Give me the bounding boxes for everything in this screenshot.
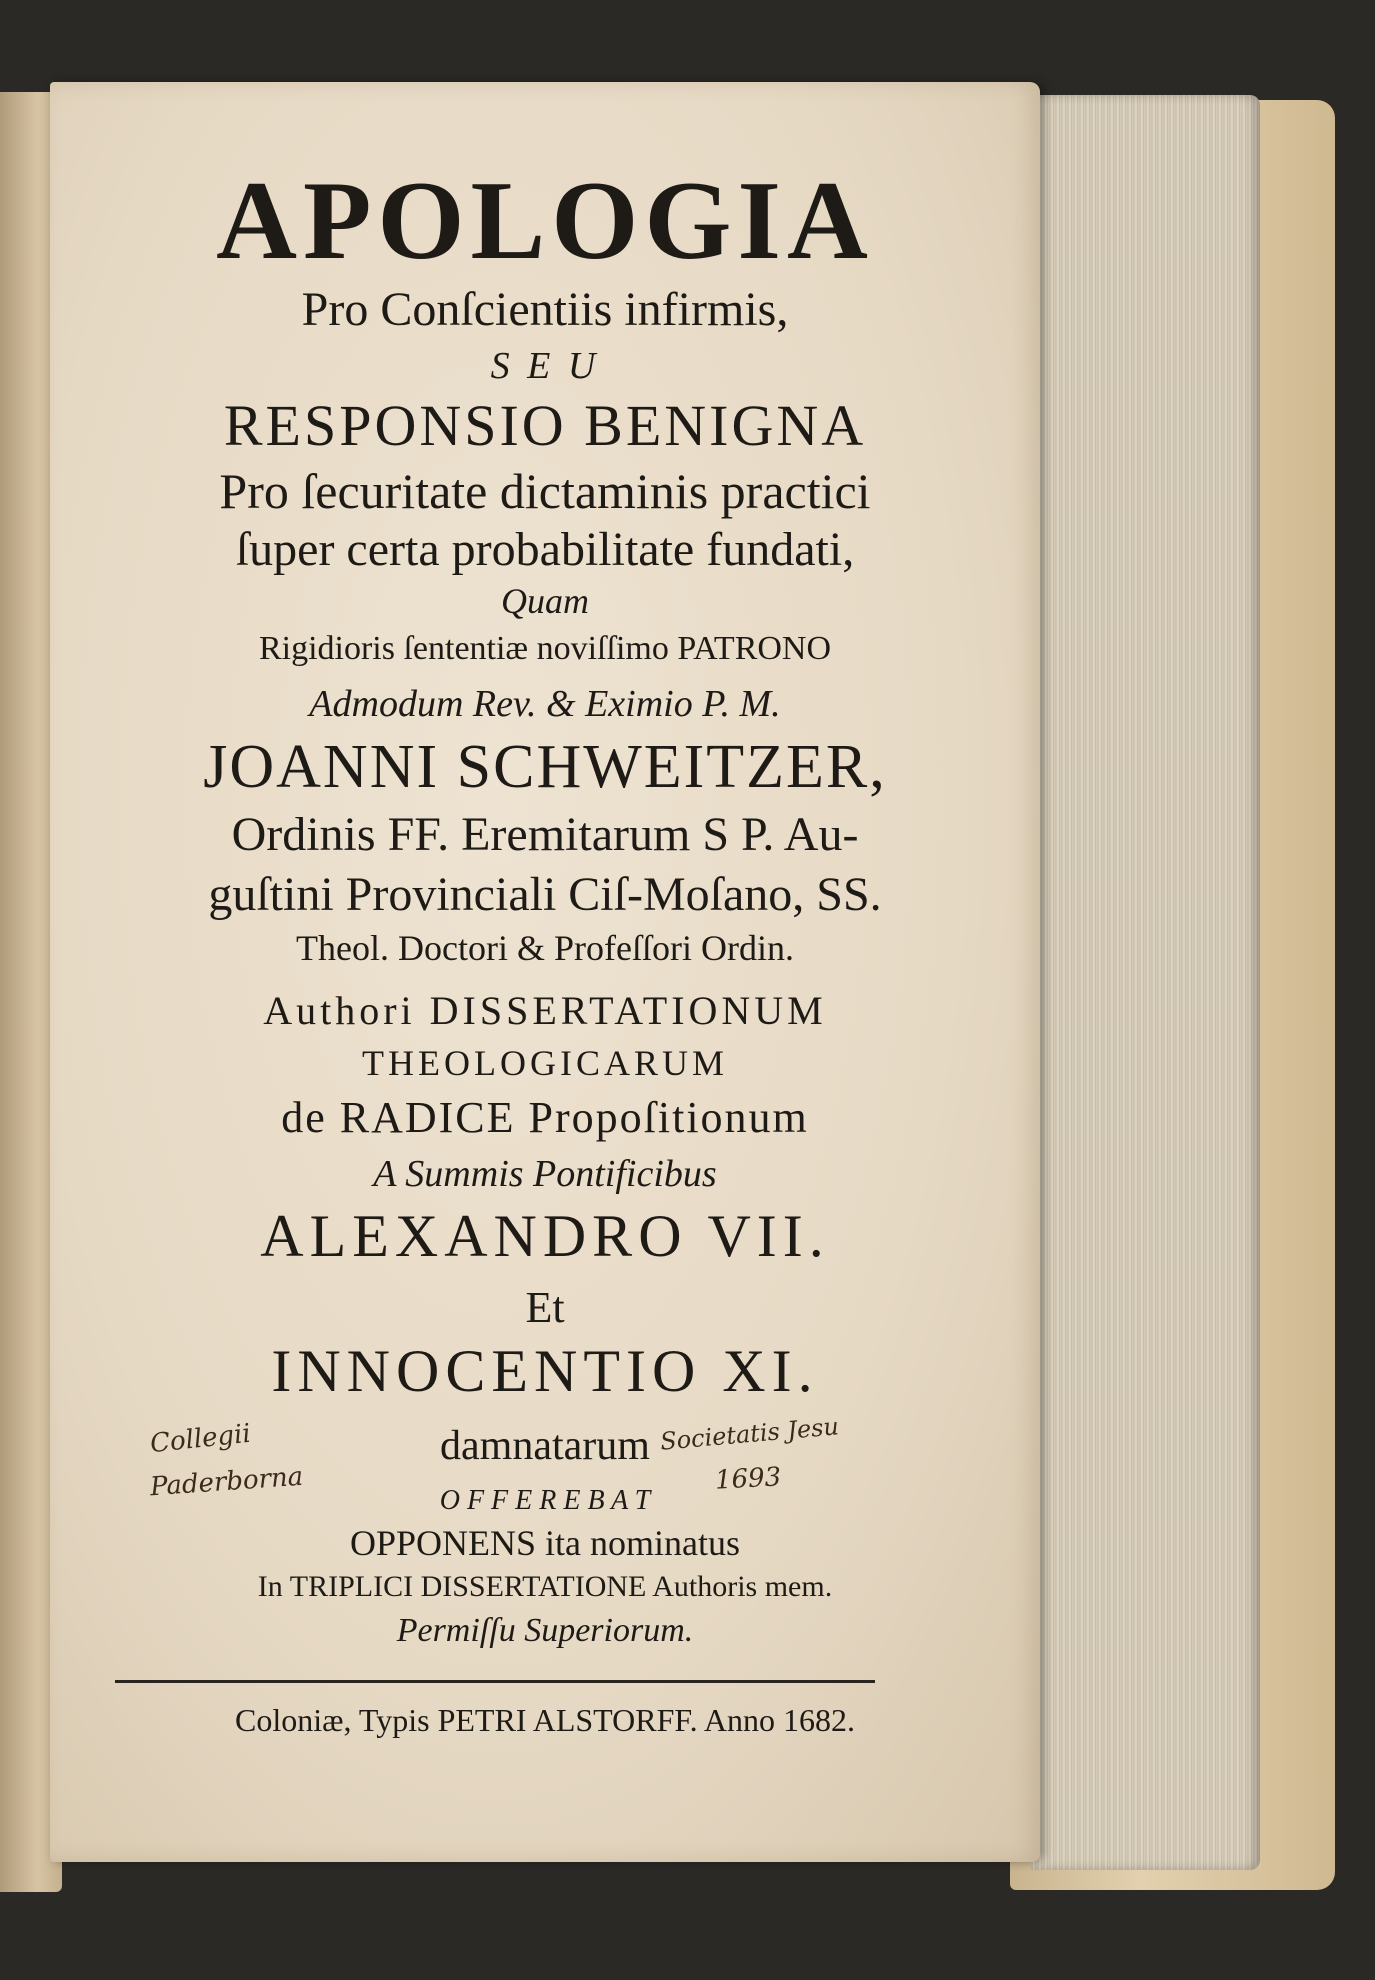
line-opponens: OPPONENS ita nominatus — [349, 1523, 741, 1563]
line-et: Et — [525, 1283, 565, 1332]
title-page — [50, 82, 1040, 1862]
line-pro-conscientiis: Pro Conſcientiis infirmis, — [301, 283, 789, 336]
line-permissu: Permiſſu Superiorum. — [396, 1612, 694, 1649]
line-quam: Quam — [501, 581, 589, 621]
line-rigidioris: Rigidioris ſententiæ noviſſimo PATRONO — [258, 630, 832, 667]
line-pro-securitate: Pro ſecuritate dictaminis practici — [219, 463, 871, 519]
imprint-rule — [115, 1680, 875, 1683]
line-seu: S E U — [490, 345, 600, 387]
line-responsio: RESPONSIO BENIGNA — [223, 393, 867, 458]
line-joanni: JOANNI SCHWEITZER, — [203, 733, 887, 801]
line-theol: Theol. Doctori & Profeſſori Ordin. — [296, 928, 794, 968]
line-radice: de RADICE Propoſitionum — [281, 1093, 809, 1142]
line-damnatarum: damnatarum — [440, 1423, 650, 1469]
manuscript-note-right-2: 1693 — [714, 1462, 782, 1496]
line-theologicarum: THEOLOGICARUM — [362, 1043, 728, 1083]
line-offerebat: O F F E R E B A T — [439, 1485, 651, 1516]
line-alexandro: ALEXANDRO VII. — [260, 1203, 830, 1269]
manuscript-note-left-1: Collegii — [148, 1418, 253, 1460]
line-summis: A Summis Pontificibus — [373, 1153, 717, 1195]
manuscript-note-right-1: Societatis Jesu — [659, 1412, 840, 1456]
line-admodum: Admodum Rev. & Eximio P. M. — [309, 683, 781, 725]
page-edges — [1030, 95, 1260, 1870]
manuscript-note-left-2: Paderborna — [149, 1461, 305, 1503]
line-gustini: guſtini Provinciali Ciſ-Moſano, SS. — [208, 868, 882, 921]
line-super: ſuper certa probabilitate fundati, — [235, 523, 855, 576]
imprint: Coloniæ, Typis PETRI ALSTORFF. Anno 1682. — [235, 1702, 855, 1738]
line-innocentio: INNOCENTIO XI. — [271, 1338, 819, 1404]
page-title: APOLOGIA — [216, 159, 874, 283]
line-triplici: In TRIPLICI DISSERTATIONE Authoris mem. — [257, 1570, 833, 1603]
line-ordinis: Ordinis FF. Eremitarum S P. Au- — [231, 808, 859, 861]
line-authori: Authori DISSERTATIONUM — [263, 988, 827, 1033]
